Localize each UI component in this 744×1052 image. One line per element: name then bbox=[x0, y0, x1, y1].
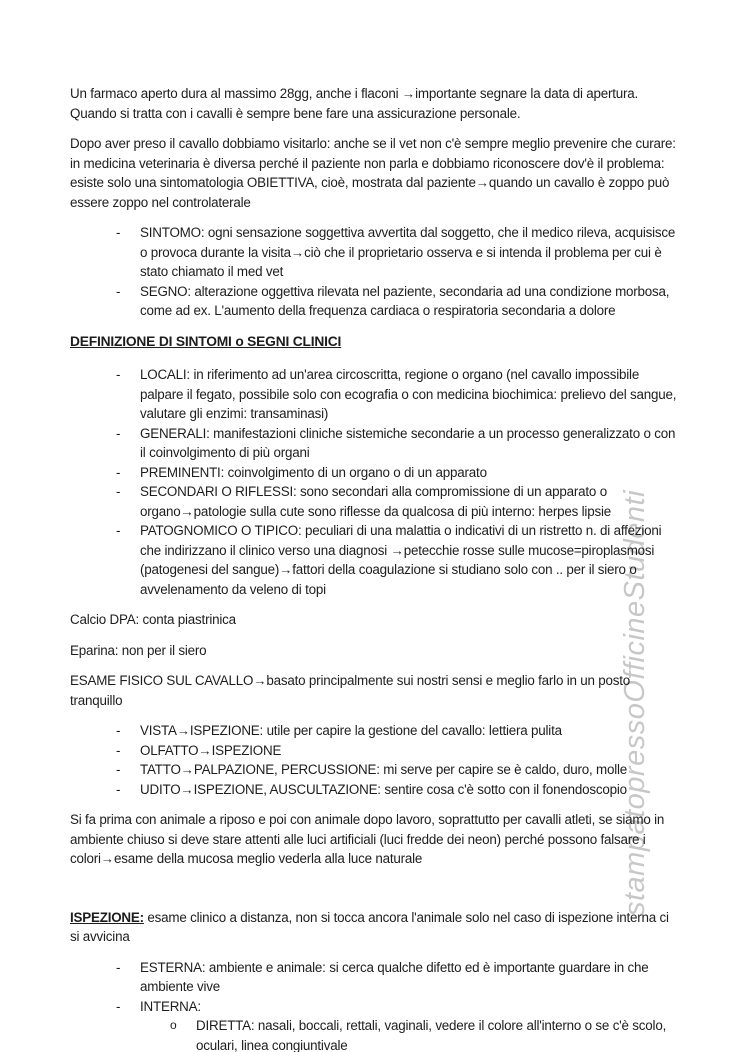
list-item-text: DIRETTA: nasali, boccali, rettali, vaginali, vedere il colore all'interno o se c'è scolo, oculari, linea congiuntivale bbox=[196, 1018, 667, 1052]
list-item-text: GENERALI: manifestazioni cliniche sistemiche secondarie a un processo generalizzato o con il coinvolgimento di più organi bbox=[140, 425, 676, 460]
ispezione-label: ISPEZIONE: bbox=[70, 909, 144, 925]
paragraph-luce-naturale: Si fa prima con animale a riposo e poi con animale dopo lavoro, soprattutto per cavalli atleti, se siamo in ambiente chiuso si deve stare attenti alle luci artificiali (luci fredde dei neon) perché possono falsare i colori→esame della mucosa meglio vederla alla luce naturale bbox=[70, 812, 665, 866]
dash-bullet: - bbox=[116, 283, 121, 299]
list-item-olfatto bbox=[70, 741, 678, 761]
dash-bullet: - bbox=[116, 723, 121, 738]
paragraph-esame-fisico: ESAME FISICO SUL CAVALLO→basato principalmente sui nostri sensi e meglio farlo in un posto tranquillo bbox=[70, 673, 631, 708]
list-item-vista bbox=[70, 721, 678, 741]
list-item-text: LOCALI: in riferimento ad un'area circoscritta, regione o organo (nel cavallo impossibile palpare il fegato, possibile solo con ecografia o con medicina biochimica: prelievo del sangue, valutare gli enzimi: transaminasi) bbox=[140, 367, 677, 421]
list-ispezione bbox=[70, 958, 678, 1052]
list-item-text: OLFATTO→ISPEZIONE bbox=[140, 742, 282, 758]
list-item-text: TATTO→PALPAZIONE, PERCUSSIONE: mi serve per capire se è caldo, duro, molle bbox=[140, 762, 628, 777]
dash-bullet: - bbox=[116, 367, 121, 382]
list-sintomo-segno bbox=[70, 223, 678, 321]
dash-bullet: - bbox=[116, 484, 121, 499]
list-item-tatto bbox=[70, 760, 678, 780]
list-item-udito bbox=[70, 780, 678, 800]
list-tipi-sintomi bbox=[70, 365, 678, 599]
paragraph-farmaco: Un farmaco aperto dura al massimo 28gg, anche i flaconi →importante segnare la data di apertura. Quando si tratta con i cavalli è sempre bene fare una assicurazione personale. bbox=[70, 86, 639, 121]
dash-bullet: - bbox=[116, 959, 121, 975]
list-item-generali bbox=[70, 424, 678, 463]
list-sensi bbox=[70, 721, 678, 799]
list-item-text: ESTERNA: ambiente e animale: si cerca qualche difetto ed è importante guardare in che ambiente vive bbox=[140, 959, 649, 994]
list-item-text: INTERNA: bbox=[140, 998, 201, 1014]
list-item-text: UDITO→ISPEZIONE, AUSCULTAZIONE: sentire cosa c'è sotto con il fonendoscopio bbox=[140, 781, 627, 797]
list-item-sintomo bbox=[70, 223, 678, 282]
dash-bullet: - bbox=[116, 781, 121, 797]
paragraph-visita: Dopo aver preso il cavallo dobbiamo visitarlo: anche se il vet non c'è sempre meglio prevenire che curare: in medicina veterinaria è diversa perché il paziente non parla e dobbiamo riconoscere dov'è il problema: esiste solo una sintomatologia OBIETTIVA, cioè, mostrata dal paziente→quando un cavallo è zoppo può essere zoppo nel controlaterale bbox=[70, 136, 676, 210]
paragraph-eparina: Eparina: non per il siero bbox=[70, 642, 207, 658]
heading-definizione-sintomi: DEFINIZIONE DI SINTOMI o SEGNI CLINICI bbox=[70, 333, 342, 349]
paragraph-calcio-dpa: Calcio DPA: conta piastrinica bbox=[70, 612, 236, 627]
list-item-text: SEGNO: alterazione oggettiva rilevata nel paziente, secondaria ad una condizione morbosa, come ad ex. L'aumento della frequenza cardiaca o respiratoria secondaria a dolore bbox=[140, 283, 670, 318]
dash-bullet: - bbox=[116, 762, 121, 777]
dash-bullet: - bbox=[116, 998, 121, 1014]
dash-bullet: - bbox=[116, 523, 121, 538]
list-item-text: SINTOMO: ogni sensazione soggettiva avvertita dal soggetto, che il medico rileva, acquisisce o provoca durante la visita→ciò che il proprietario osserva e si intenda il problema per cui è stato chiamato il med vet bbox=[140, 225, 676, 279]
paragraph-ispezione bbox=[70, 908, 678, 947]
list-item-diretta bbox=[70, 1016, 678, 1052]
list-item-text: VISTA→ISPEZIONE: utile per capire la gestione del cavallo: lettiera pulita bbox=[140, 723, 562, 738]
list-item-esterna bbox=[70, 958, 678, 997]
list-item-secondari bbox=[70, 482, 678, 521]
list-item-interna bbox=[70, 997, 678, 1017]
document-content bbox=[70, 84, 678, 1052]
ispezione-text: esame clinico a distanza, non si tocca ancora l'animale solo nel caso di ispezione interna ci si avvicina bbox=[70, 909, 669, 944]
list-item-text: SECONDARI O RIFLESSI: sono secondari alla compromissione di un apparato o organo→patologie sulla cute sono riflesse da qualcosa di più interno: herpes lipsie bbox=[140, 484, 611, 519]
list-item-text: PATOGNOMICO O TIPICO: peculiari di una malattia o indicativi di un ristretto n. di affezioni che indirizzano il clinico verso una diagnosi →petecchie rosse sulle mucose=piroplasmosi (patogenesi del sangue)→fattori della coagulazione si studiano solo con .. per il siero o avvelenamento da veleno di topi bbox=[140, 523, 662, 597]
blank-space bbox=[70, 880, 678, 908]
circle-bullet: o bbox=[170, 1018, 177, 1032]
list-item-preminenti bbox=[70, 463, 678, 483]
dash-bullet: - bbox=[116, 225, 121, 240]
dash-bullet: - bbox=[116, 742, 121, 758]
watermark: stampatopressoOfficineStudenti bbox=[619, 489, 651, 916]
dash-bullet: - bbox=[116, 425, 121, 441]
list-item-locali bbox=[70, 365, 678, 424]
list-item-text: PREMINENTI: coinvolgimento di un organo o di un apparato bbox=[140, 464, 487, 480]
list-item-segno bbox=[70, 282, 678, 321]
list-item-patognomico bbox=[70, 521, 678, 599]
dash-bullet: - bbox=[116, 464, 121, 480]
